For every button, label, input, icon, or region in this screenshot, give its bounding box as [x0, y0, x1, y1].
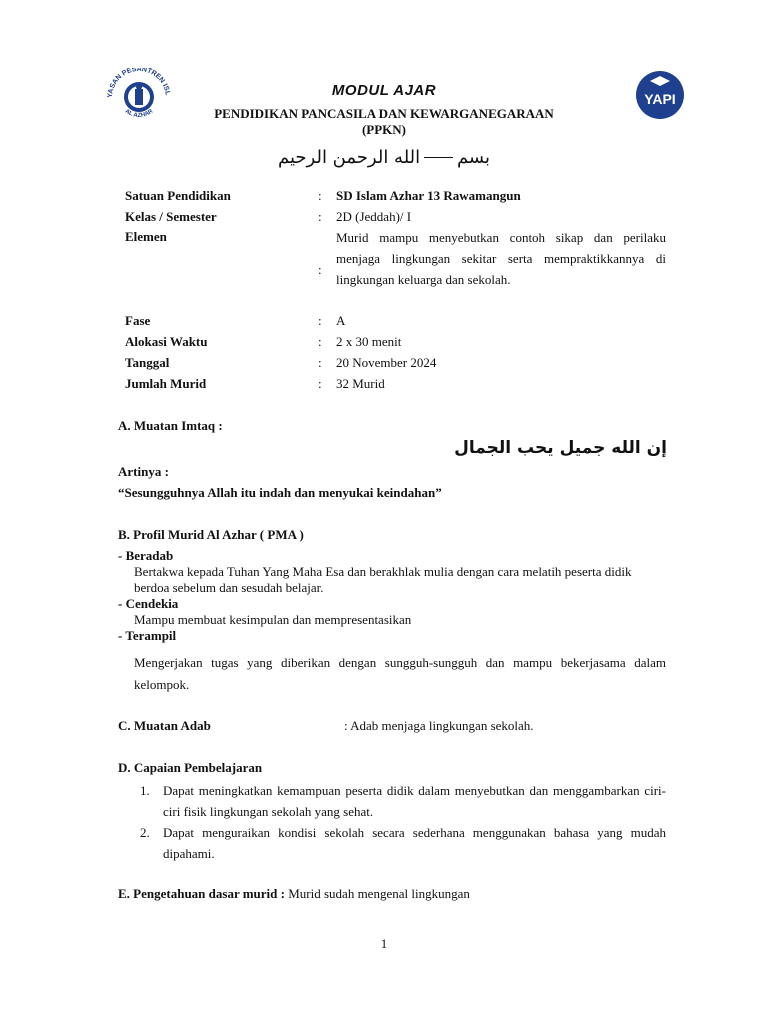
- info-label: Elemen: [125, 229, 167, 244]
- info-label: Satuan Pendidikan: [125, 188, 231, 203]
- bismillah-start: بسم: [456, 146, 490, 168]
- logo-bottom-text: AL AZHAR: [123, 108, 155, 119]
- logo-arc-text: YASAN PESANTREN ISL: [106, 68, 171, 99]
- document-subtitle: PENDIDIKAN PANCASILA DAN KEWARGANEGARAAN: [214, 106, 554, 121]
- section-e-value: Murid sudah mengenal lingkungan: [284, 886, 470, 901]
- section-c-value: : Adab menjaga lingkungan sekolah.: [344, 718, 534, 733]
- info-colon: :: [318, 355, 322, 370]
- pma-desc-terampil: Mengerjakan tugas yang diberikan dengan sungguh-sungguh dan mampu bekerjasama dalam kelompok.: [134, 655, 666, 692]
- info-row-elemen: [125, 229, 666, 313]
- pma-desc-beradab: Bertakwa kepada Tuhan Yang Maha Esa dan berakhlak mulia dengan cara melatih peserta didik berdoa sebelum dan sesudah belajar.: [134, 564, 632, 595]
- cp-list-item: [140, 822, 666, 864]
- cp-number: 1.: [140, 783, 150, 798]
- cp-list-item: [140, 780, 666, 822]
- info-colon: :: [318, 313, 322, 328]
- info-label: Jumlah Murid: [125, 376, 207, 391]
- arabic-hadith: إن الله جميل يحب الجمال: [454, 438, 667, 458]
- section-e-heading: E. Pengetahuan dasar murid :: [118, 886, 285, 901]
- info-value: A: [336, 313, 346, 328]
- page-number: 1: [380, 936, 388, 951]
- info-value: 2 x 30 menit: [336, 334, 402, 349]
- pma-item-beradab: - Beradab: [118, 548, 174, 563]
- cp-text: Dapat menguraikan kondisi sekolah secara sederhana menggunakan bahasa yang mudah dipahami.: [163, 825, 666, 861]
- bismillah-end: الله الرحمن الرحيم: [278, 146, 421, 168]
- info-colon: :: [318, 334, 322, 349]
- cp-number: 2.: [140, 825, 150, 840]
- pma-item-cendekia: - Cendekia: [118, 596, 179, 611]
- info-value: 32 Murid: [336, 376, 385, 391]
- section-d-heading: D. Capaian Pembelajaran: [118, 760, 263, 775]
- info-colon: :: [318, 209, 322, 224]
- bismillah-calligraphy: [278, 140, 490, 174]
- info-label: Alokasi Waktu: [125, 334, 208, 349]
- info-colon: :: [318, 376, 322, 391]
- info-value: SD Islam Azhar 13 Rawamangun: [336, 188, 521, 203]
- info-colon: :: [318, 188, 322, 203]
- info-value: 20 November 2024: [336, 355, 437, 370]
- info-colon: :: [318, 262, 322, 277]
- artinya-label: Artinya :: [118, 464, 169, 479]
- section-c-heading: C. Muatan Adab: [118, 718, 211, 733]
- document-subtitle-abbrev: (PPKN): [361, 122, 407, 137]
- info-label: Tanggal: [125, 355, 170, 370]
- bismillah-line: [424, 157, 453, 158]
- info-label: Fase: [125, 313, 151, 328]
- hadith-translation: “Sesungguhnya Allah itu indah dan menyukai keindahan”: [118, 485, 442, 500]
- section-a-heading: A. Muatan Imtaq :: [118, 418, 223, 433]
- yapi-logo-text: YAPI: [644, 91, 676, 107]
- info-value-elemen: Murid mampu menyebutkan contoh sikap dan perilaku menjaga lingkungan sekitar serta mempraktikkannya di lingkungan keluarga dan sekolah.: [336, 230, 666, 287]
- document-title: MODUL AJAR: [331, 82, 437, 99]
- info-label: Kelas / Semester: [125, 209, 217, 224]
- section-b-heading: B. Profil Murid Al Azhar ( PMA ): [118, 527, 304, 542]
- cp-text: Dapat meningkatkan kemampuan peserta didik dalam menyebutkan dan menggambarkan ciri-ciri fisik lingkungan sekolah yang sehat.: [163, 783, 666, 819]
- section-e-line: [118, 886, 470, 902]
- pma-desc-cendekia: Mampu membuat kesimpulan dan mempresentasikan: [134, 612, 412, 627]
- info-value: 2D (Jeddah)/ I: [336, 209, 412, 224]
- pma-item-terampil: - Terampil: [118, 628, 177, 643]
